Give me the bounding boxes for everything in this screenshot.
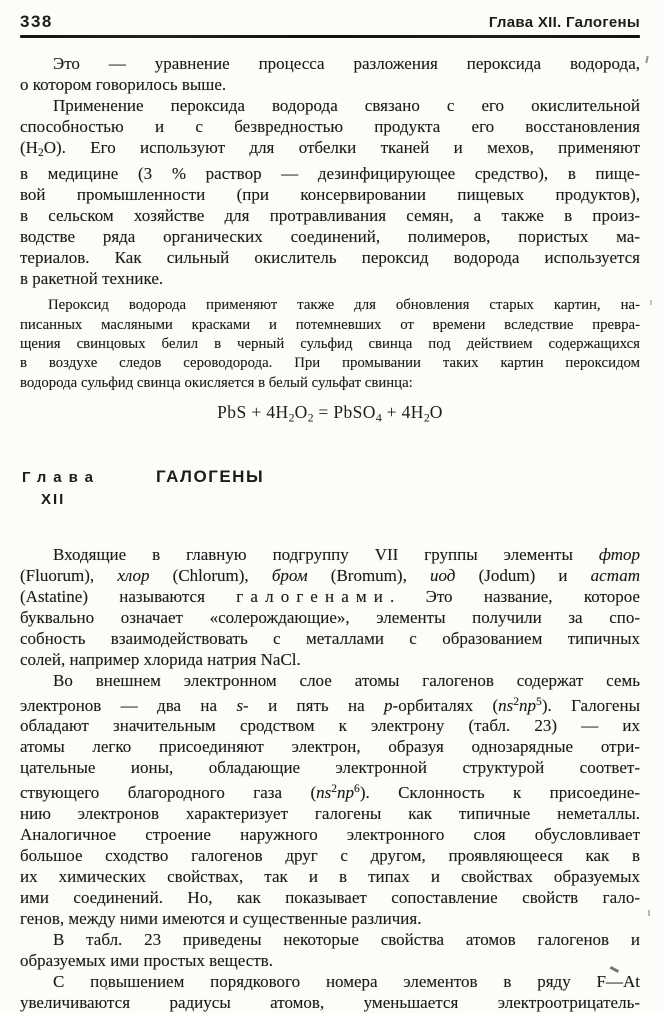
chemical-equation: PbS + $4H_2O_2$ = PbSO$_4$ + $4H_2O$ — [217, 402, 443, 425]
text-line: способностью и с безвредностью продукта его восстановления — [20, 117, 640, 136]
text-line: буквально означает «солерождающие», элементы получили за спо- — [20, 607, 640, 627]
chapter-heading — [20, 467, 640, 508]
text-line: генов, между ними имеются и существенные различия. — [20, 909, 422, 929]
text-line: электронов — два на s- и пять на p-орбиталях $(ns^2np^5)$. Галогены — [20, 694, 640, 715]
header-rule — [20, 35, 640, 38]
text-line: в медицине (3 % раствор — дезинфицирующее средство), в пище- — [20, 164, 640, 184]
text-line: териалов. Как сильный окислитель пероксид водорода используется — [20, 248, 640, 268]
paragraph — [20, 53, 640, 95]
scan-artifact — [648, 910, 650, 916]
text-line: в воздухе следов сероводорода. При промывании таких картин пероксидом — [20, 355, 640, 372]
text-line: атомы легко присоединяют электрон, образуя однозарядные отри- — [20, 737, 640, 757]
text-line: водорода сульфид свинца окисляется в белый сульфат свинца: — [20, 374, 413, 391]
paragraph — [20, 971, 640, 1013]
paragraph — [20, 670, 640, 930]
chapter-number: XII — [41, 490, 66, 508]
paragraph — [20, 929, 640, 971]
text-line: Применение пероксида водорода связано с его окислительной — [53, 96, 640, 115]
main-text-block — [20, 544, 640, 1013]
small-print-paragraph — [20, 296, 640, 393]
text-line: щения свинцовых белил в черный сульфид свинца под действием содержащихся — [20, 336, 640, 353]
scan-artifact — [105, 987, 108, 990]
text-line: о котором говорилось выше. — [20, 75, 227, 94]
text-line: (Astatine) называются галогенами. Это название, которое — [20, 586, 640, 606]
chapter-title: ГАЛОГЕНЫ — [156, 466, 265, 486]
chapter-heading-row — [20, 467, 640, 487]
text-line: большое сходство галогенов друг с другом, проявляющееся как в — [20, 846, 640, 866]
intro-text-block — [20, 53, 640, 289]
text-line: ими соединений. Но, как показывает сопоставление свойств гало- — [20, 888, 640, 908]
text-line: ствующего благородного газа $(ns^2np^6)$. Склонность к присоедине- — [20, 782, 640, 803]
text-line: С повышением порядкового номера элементов в ряду F—At — [53, 972, 640, 992]
text-line: солей, например хлорида натрия NaCl. — [20, 649, 301, 669]
page-header — [20, 12, 640, 32]
page-number: 338 — [20, 12, 53, 31]
scan-artifact — [650, 300, 652, 305]
chapter-label: Глава — [22, 468, 100, 486]
running-head: Глава XII. Галогены — [488, 14, 640, 31]
text-line: Это — уравнение процесса разложения пероксида водорода, — [53, 54, 640, 73]
text-line: обладают значительным сродством к электрону (табл. 23) — их — [20, 716, 640, 736]
text-line: вой промышленности (при консервировании пищевых продуктов), — [20, 185, 640, 205]
paragraph — [20, 95, 640, 289]
text-line: водстве ряда органических соединений, полимеров, пористых ма- — [20, 227, 640, 247]
text-line: увеличиваются радиусы атомов, уменьшается электроотрицатель- — [20, 993, 640, 1013]
text-line: их химических свойствах, так и в типах и свойствах образуемых — [20, 867, 640, 887]
text-line: нию электронов характеризует галогены как типичные неметаллы. — [20, 804, 640, 824]
paragraph — [20, 544, 640, 670]
text-line: $(H_2O)$. Его используют для отбелки тканей и мехов, применяют — [20, 138, 640, 160]
text-line: Аналогичное строение наружного электронного слоя обусловливает — [20, 825, 640, 845]
text-line: Во внешнем электронном слое атомы галогенов содержат семь — [53, 670, 640, 690]
text-line: Входящие в главную подгруппу VII группы элементы фтор — [53, 544, 640, 564]
text-line: писанных масляными красками и потемневших от времени вследствие превра- — [20, 316, 640, 333]
text-line: собность взаимодействовать с металлами с образованием типичных — [20, 628, 640, 648]
text-line: образуемых ими простых веществ. — [20, 951, 273, 971]
text-line: цательные ионы, обладающие электронной структурой соответ- — [20, 758, 640, 778]
text-line: В табл. 23 приведены некоторые свойства атомов галогенов и — [53, 930, 640, 950]
text-line: в ракетной технике. — [20, 269, 164, 289]
text-line: в сельском хозяйстве для протравливания семян, а также в произ- — [20, 206, 640, 226]
text-line: Пероксид водорода применяют также для обновления старых картин, на- — [48, 297, 640, 314]
text-line: (Fluorum), хлор (Chlorum), бром (Bromum), иод (Jodum) и астат — [20, 565, 640, 585]
